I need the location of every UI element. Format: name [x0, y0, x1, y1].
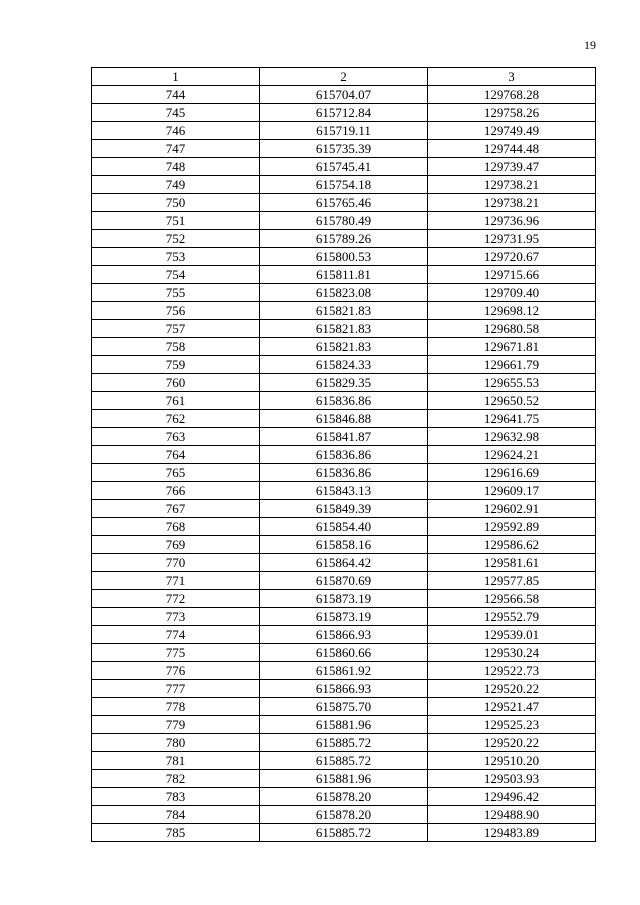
point-number-cell: 751	[92, 212, 260, 230]
y-coordinate-cell: 129768.28	[428, 86, 596, 104]
x-coordinate-cell: 615719.11	[260, 122, 428, 140]
table-row	[92, 806, 596, 824]
x-coordinate-cell: 615836.86	[260, 392, 428, 410]
point-number-cell: 778	[92, 698, 260, 716]
column-header-2: 2	[260, 68, 428, 86]
point-number-cell: 783	[92, 788, 260, 806]
table-row	[92, 698, 596, 716]
y-coordinate-cell: 129530.24	[428, 644, 596, 662]
y-coordinate-cell: 129738.21	[428, 176, 596, 194]
x-coordinate-cell: 615712.84	[260, 104, 428, 122]
table-row	[92, 86, 596, 104]
point-number-cell: 779	[92, 716, 260, 734]
table-row	[92, 158, 596, 176]
table-row	[92, 590, 596, 608]
point-number-cell: 758	[92, 338, 260, 356]
point-number-cell: 772	[92, 590, 260, 608]
point-number-cell: 744	[92, 86, 260, 104]
table-row	[92, 338, 596, 356]
y-coordinate-cell: 129539.01	[428, 626, 596, 644]
table-row	[92, 356, 596, 374]
x-coordinate-cell: 615821.83	[260, 302, 428, 320]
table-row	[92, 212, 596, 230]
header-row	[92, 68, 596, 86]
y-coordinate-cell: 129609.17	[428, 482, 596, 500]
y-coordinate-cell: 129650.52	[428, 392, 596, 410]
point-number-cell: 763	[92, 428, 260, 446]
x-coordinate-cell: 615780.49	[260, 212, 428, 230]
y-coordinate-cell: 129698.12	[428, 302, 596, 320]
x-coordinate-cell: 615829.35	[260, 374, 428, 392]
y-coordinate-cell: 129521.47	[428, 698, 596, 716]
y-coordinate-cell: 129749.49	[428, 122, 596, 140]
table-body	[92, 86, 596, 842]
y-coordinate-cell: 129661.79	[428, 356, 596, 374]
x-coordinate-cell: 615836.86	[260, 446, 428, 464]
point-number-cell: 752	[92, 230, 260, 248]
table-row	[92, 140, 596, 158]
x-coordinate-cell: 615878.20	[260, 806, 428, 824]
point-number-cell: 760	[92, 374, 260, 392]
x-coordinate-cell: 615858.16	[260, 536, 428, 554]
table-row	[92, 104, 596, 122]
table-row	[92, 122, 596, 140]
point-number-cell: 769	[92, 536, 260, 554]
x-coordinate-cell: 615866.93	[260, 626, 428, 644]
point-number-cell: 759	[92, 356, 260, 374]
point-number-cell: 762	[92, 410, 260, 428]
point-number-cell: 773	[92, 608, 260, 626]
x-coordinate-cell: 615823.08	[260, 284, 428, 302]
point-number-cell: 767	[92, 500, 260, 518]
x-coordinate-cell: 615745.41	[260, 158, 428, 176]
table-row	[92, 626, 596, 644]
table-row	[92, 788, 596, 806]
y-coordinate-cell: 129715.66	[428, 266, 596, 284]
table-row	[92, 536, 596, 554]
table-row	[92, 194, 596, 212]
table-row	[92, 644, 596, 662]
x-coordinate-cell: 615870.69	[260, 572, 428, 590]
y-coordinate-cell: 129624.21	[428, 446, 596, 464]
point-number-cell: 774	[92, 626, 260, 644]
table-row	[92, 392, 596, 410]
table-row	[92, 248, 596, 266]
x-coordinate-cell: 615735.39	[260, 140, 428, 158]
y-coordinate-cell: 129758.26	[428, 104, 596, 122]
table-row	[92, 410, 596, 428]
page-number: 19	[584, 38, 596, 52]
point-number-cell: 747	[92, 140, 260, 158]
table-row	[92, 428, 596, 446]
x-coordinate-cell: 615873.19	[260, 608, 428, 626]
y-coordinate-cell: 129671.81	[428, 338, 596, 356]
y-coordinate-cell: 129731.95	[428, 230, 596, 248]
y-coordinate-cell: 129586.62	[428, 536, 596, 554]
point-number-cell: 782	[92, 770, 260, 788]
x-coordinate-cell: 615854.40	[260, 518, 428, 536]
x-coordinate-cell: 615800.53	[260, 248, 428, 266]
table-row	[92, 176, 596, 194]
x-coordinate-cell: 615754.18	[260, 176, 428, 194]
table-row	[92, 464, 596, 482]
x-coordinate-cell: 615821.83	[260, 338, 428, 356]
x-coordinate-cell: 615878.20	[260, 788, 428, 806]
y-coordinate-cell: 129566.58	[428, 590, 596, 608]
y-coordinate-cell: 129525.23	[428, 716, 596, 734]
point-number-cell: 775	[92, 644, 260, 662]
point-number-cell: 765	[92, 464, 260, 482]
table-row	[92, 302, 596, 320]
table-row	[92, 662, 596, 680]
y-coordinate-cell: 129736.96	[428, 212, 596, 230]
y-coordinate-cell: 129738.21	[428, 194, 596, 212]
x-coordinate-cell: 615881.96	[260, 770, 428, 788]
x-coordinate-cell: 615866.93	[260, 680, 428, 698]
table-row	[92, 374, 596, 392]
y-coordinate-cell: 129739.47	[428, 158, 596, 176]
table-row	[92, 518, 596, 536]
point-number-cell: 781	[92, 752, 260, 770]
point-number-cell: 784	[92, 806, 260, 824]
y-coordinate-cell: 129632.98	[428, 428, 596, 446]
coordinates-table	[91, 67, 596, 842]
table-row	[92, 752, 596, 770]
x-coordinate-cell: 615765.46	[260, 194, 428, 212]
x-coordinate-cell: 615841.87	[260, 428, 428, 446]
point-number-cell: 757	[92, 320, 260, 338]
y-coordinate-cell: 129522.73	[428, 662, 596, 680]
y-coordinate-cell: 129709.40	[428, 284, 596, 302]
x-coordinate-cell: 615861.92	[260, 662, 428, 680]
x-coordinate-cell: 615864.42	[260, 554, 428, 572]
x-coordinate-cell: 615873.19	[260, 590, 428, 608]
y-coordinate-cell: 129510.20	[428, 752, 596, 770]
point-number-cell: 754	[92, 266, 260, 284]
point-number-cell: 746	[92, 122, 260, 140]
point-number-cell: 770	[92, 554, 260, 572]
y-coordinate-cell: 129616.69	[428, 464, 596, 482]
point-number-cell: 749	[92, 176, 260, 194]
x-coordinate-cell: 615860.66	[260, 644, 428, 662]
table-row	[92, 572, 596, 590]
y-coordinate-cell: 129592.89	[428, 518, 596, 536]
y-coordinate-cell: 129488.90	[428, 806, 596, 824]
table-row	[92, 446, 596, 464]
table-row	[92, 716, 596, 734]
table-row	[92, 608, 596, 626]
x-coordinate-cell: 615885.72	[260, 752, 428, 770]
y-coordinate-cell: 129744.48	[428, 140, 596, 158]
y-coordinate-cell: 129581.61	[428, 554, 596, 572]
x-coordinate-cell: 615846.88	[260, 410, 428, 428]
y-coordinate-cell: 129503.93	[428, 770, 596, 788]
y-coordinate-cell: 129520.22	[428, 680, 596, 698]
column-header-3: 3	[428, 68, 596, 86]
x-coordinate-cell: 615824.33	[260, 356, 428, 374]
point-number-cell: 771	[92, 572, 260, 590]
x-coordinate-cell: 615811.81	[260, 266, 428, 284]
point-number-cell: 753	[92, 248, 260, 266]
y-coordinate-cell: 129655.53	[428, 374, 596, 392]
x-coordinate-cell: 615843.13	[260, 482, 428, 500]
y-coordinate-cell: 129577.85	[428, 572, 596, 590]
point-number-cell: 768	[92, 518, 260, 536]
table-row	[92, 482, 596, 500]
point-number-cell: 785	[92, 824, 260, 842]
point-number-cell: 750	[92, 194, 260, 212]
table-row	[92, 824, 596, 842]
point-number-cell: 761	[92, 392, 260, 410]
y-coordinate-cell: 129552.79	[428, 608, 596, 626]
y-coordinate-cell: 129720.67	[428, 248, 596, 266]
column-header-1: 1	[92, 68, 260, 86]
x-coordinate-cell: 615849.39	[260, 500, 428, 518]
y-coordinate-cell: 129680.58	[428, 320, 596, 338]
point-number-cell: 780	[92, 734, 260, 752]
point-number-cell: 766	[92, 482, 260, 500]
table-row	[92, 320, 596, 338]
y-coordinate-cell: 129483.89	[428, 824, 596, 842]
point-number-cell: 777	[92, 680, 260, 698]
y-coordinate-cell: 129641.75	[428, 410, 596, 428]
point-number-cell: 755	[92, 284, 260, 302]
x-coordinate-cell: 615821.83	[260, 320, 428, 338]
table-row	[92, 554, 596, 572]
point-number-cell: 776	[92, 662, 260, 680]
point-number-cell: 745	[92, 104, 260, 122]
x-coordinate-cell: 615885.72	[260, 824, 428, 842]
table-row	[92, 680, 596, 698]
y-coordinate-cell: 129496.42	[428, 788, 596, 806]
point-number-cell: 756	[92, 302, 260, 320]
table-row	[92, 266, 596, 284]
table-row	[92, 770, 596, 788]
x-coordinate-cell: 615836.86	[260, 464, 428, 482]
table-header	[92, 68, 596, 86]
y-coordinate-cell: 129520.22	[428, 734, 596, 752]
x-coordinate-cell: 615704.07	[260, 86, 428, 104]
point-number-cell: 764	[92, 446, 260, 464]
table-row	[92, 500, 596, 518]
x-coordinate-cell: 615881.96	[260, 716, 428, 734]
table-row	[92, 284, 596, 302]
table-row	[92, 734, 596, 752]
y-coordinate-cell: 129602.91	[428, 500, 596, 518]
x-coordinate-cell: 615789.26	[260, 230, 428, 248]
table-row	[92, 230, 596, 248]
x-coordinate-cell: 615875.70	[260, 698, 428, 716]
x-coordinate-cell: 615885.72	[260, 734, 428, 752]
point-number-cell: 748	[92, 158, 260, 176]
